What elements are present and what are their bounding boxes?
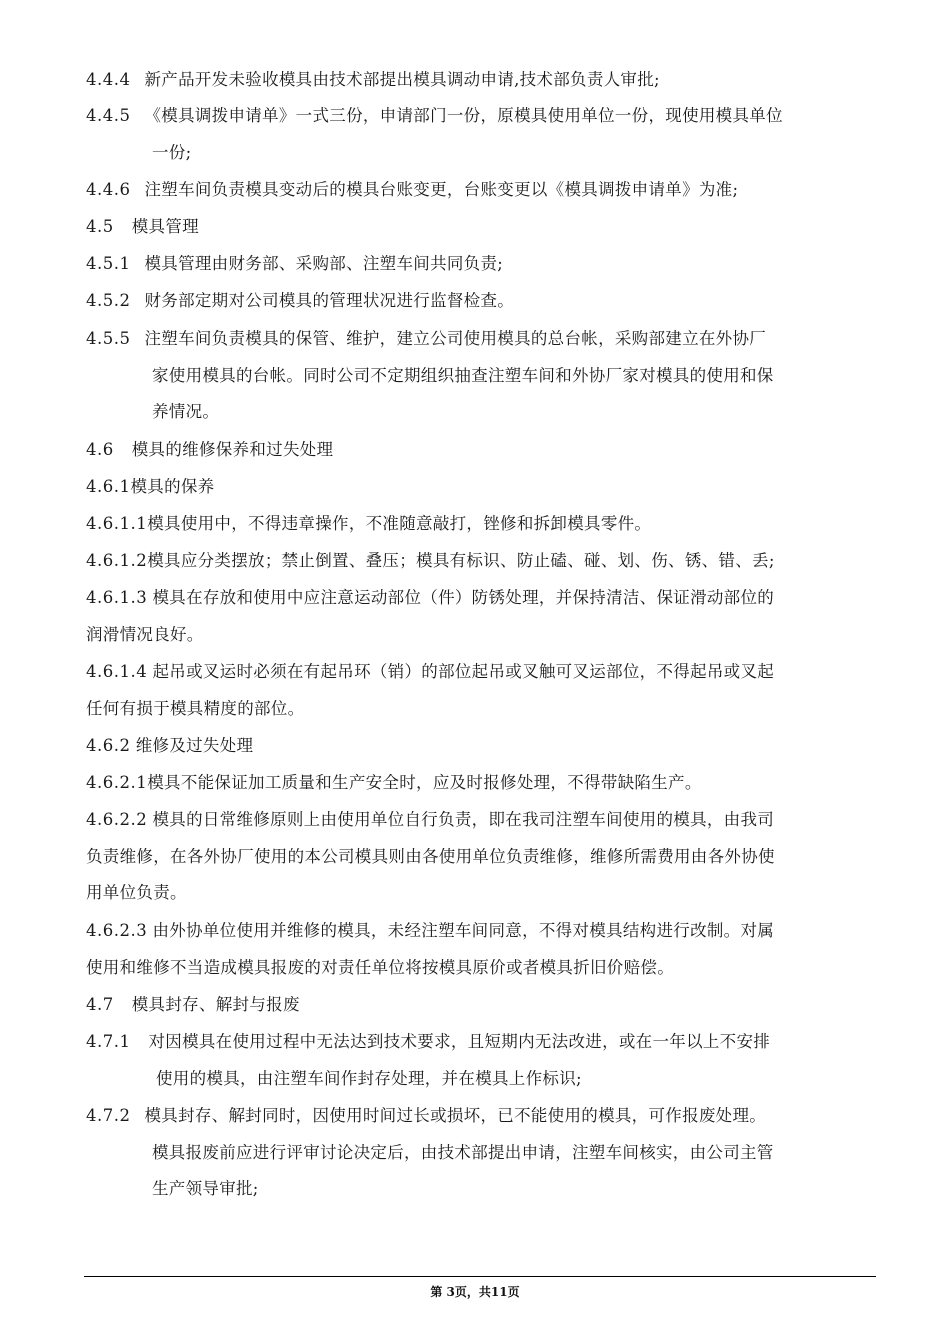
clause-text-cont: 生产领导审批; <box>152 1179 259 1198</box>
clause-text-cont: 负责维修，在各外协厂使用的本公司模具则由各使用单位负责维修，维修所需费用由各外协使 <box>86 846 775 866</box>
clause-number: 4.6.1.1 <box>86 514 148 533</box>
clause-4-6-1-3 <box>86 580 876 653</box>
clause-number: 4.5.1 <box>86 254 131 273</box>
clause-4-7-2 <box>86 1098 876 1208</box>
clause-number: 4.6.2.1 <box>86 773 148 792</box>
clause-text-cont: 任何有损于模具精度的部位。 <box>86 698 305 718</box>
clause-text: 由外协单位使用并维修的模具，未经注塑车间同意，不得对模具结构进行改制。对属 <box>152 921 775 940</box>
clause-4-4-4 <box>86 62 876 99</box>
clause-text: 《模具调拨申请单》一式三份，申请部门一份，原模具使用单位一份，现使用模具单位 <box>144 106 783 125</box>
clause-number: 4.6.2.3 <box>86 921 148 940</box>
clause-text: 模具不能保证加工质量和生产安全时，应及时报修处理，不得带缺陷生产。 <box>147 773 702 792</box>
clause-4-5-1 <box>86 246 876 283</box>
clause-number: 4.7.1 <box>86 1032 131 1051</box>
subsection-title: 维修及过失处理 <box>135 736 254 755</box>
subsection-4-6-2 <box>86 728 876 765</box>
clause-text: 模具的日常维修原则上由使用单位自行负责，即在我司注塑车间使用的模具，由我司 <box>152 810 775 829</box>
clause-4-6-2-3 <box>86 913 876 986</box>
clause-text-cont: 一份; <box>152 142 192 162</box>
section-title: 模具管理 <box>131 217 199 236</box>
clause-4-6-1-1 <box>86 506 876 543</box>
clause-text: 财务部定期对公司模具的管理状况进行监督检查。 <box>144 291 515 310</box>
clause-text-cont: 用单位负责。 <box>86 883 187 902</box>
section-4-6 <box>86 432 876 469</box>
subsection-number: 4.6.2 <box>86 736 131 755</box>
page-number: 第 3页，共11页 <box>430 1285 520 1299</box>
clause-text-cont: 使用和维修不当造成模具报废的对责任单位将按模具原价或者模具折旧价赔偿。 <box>86 957 674 977</box>
subsection-4-6-1 <box>86 469 876 506</box>
clause-text: 起吊或叉运时必须在有起吊环（销）的部位起吊或叉触可叉运部位，不得起吊或叉起 <box>152 662 775 681</box>
clause-4-6-1-2 <box>86 543 876 580</box>
clause-4-5-2 <box>86 283 876 320</box>
clause-number: 4.6.1.2 <box>86 551 148 570</box>
clause-4-7-1 <box>86 1024 876 1097</box>
clause-text: 注塑车间负责模具的保管、维护，建立公司使用模具的总台帐，采购部建立在外协厂 <box>144 329 767 348</box>
clause-text: 注塑车间负责模具变动后的模具台账变更，台账变更以《模具调拨申请单》为准; <box>144 180 739 199</box>
section-title: 模具的维修保养和过失处理 <box>131 440 334 459</box>
clause-text-cont: 模具报废前应进行评审讨论决定后，由技术部提出申请，注塑车间核实，由公司主管 <box>152 1142 774 1162</box>
clause-4-4-6 <box>86 172 876 209</box>
clause-4-6-1-4 <box>86 654 876 727</box>
footer-divider <box>84 1276 876 1277</box>
clause-4-4-5 <box>86 98 876 171</box>
subsection-title: 模具的保养 <box>130 477 215 496</box>
section-number: 4.5 <box>86 217 114 236</box>
section-title: 模具封存、解封与报废 <box>131 995 300 1014</box>
clause-number: 4.4.4 <box>86 70 131 89</box>
clause-number: 4.5.2 <box>86 291 131 310</box>
clause-text: 新产品开发未验收模具由技术部提出模具调动申请,技术部负责人审批; <box>144 70 660 89</box>
clause-4-6-2-1 <box>86 765 876 802</box>
clause-number: 4.5.5 <box>86 329 131 348</box>
section-number: 4.6 <box>86 440 114 459</box>
clause-text: 对因模具在使用过程中无法达到技术要求，且短期内无法改进，或在一年以上不安排 <box>148 1032 771 1051</box>
clause-text-cont: 养情况。 <box>152 402 220 421</box>
clause-number: 4.4.6 <box>86 180 131 199</box>
clause-number: 4.4.5 <box>86 106 131 125</box>
clause-text-cont: 使用的模具，由注塑车间作封存处理，并在模具上作标识; <box>156 1068 582 1088</box>
clause-text: 模具应分类摆放；禁止倒置、叠压；模具有标识、防止磕、碰、划、伤、锈、错、丢; <box>147 551 775 570</box>
clause-text: 模具管理由财务部、采购部、注塑车间共同负责; <box>144 254 504 273</box>
clause-number: 4.6.2.2 <box>86 810 148 829</box>
section-4-5 <box>86 209 876 246</box>
clause-text: 模具在存放和使用中应注意运动部位（件）防锈处理，并保持清洁、保证滑动部位的 <box>152 588 775 607</box>
section-number: 4.7 <box>86 995 114 1014</box>
clause-text-cont: 润滑情况良好。 <box>86 624 204 644</box>
clause-text: 模具使用中，不得违章操作，不准随意敲打，锉修和拆卸模具零件。 <box>147 514 652 533</box>
clause-4-5-5 <box>86 321 876 431</box>
clause-text: 模具封存、解封同时，因使用时间过长或损坏，已不能使用的模具，可作报废处理。 <box>144 1106 767 1125</box>
subsection-number: 4.6.1 <box>86 477 131 496</box>
clause-text-cont: 家使用模具的台帐。同时公司不定期组织抽查注塑车间和外协厂家对模具的使用和保 <box>152 365 774 385</box>
section-4-7 <box>86 987 876 1024</box>
clause-4-6-2-2 <box>86 802 876 912</box>
clause-number: 4.7.2 <box>86 1106 131 1125</box>
clause-number: 4.6.1.4 <box>86 662 148 681</box>
clause-number: 4.6.1.3 <box>86 588 148 607</box>
